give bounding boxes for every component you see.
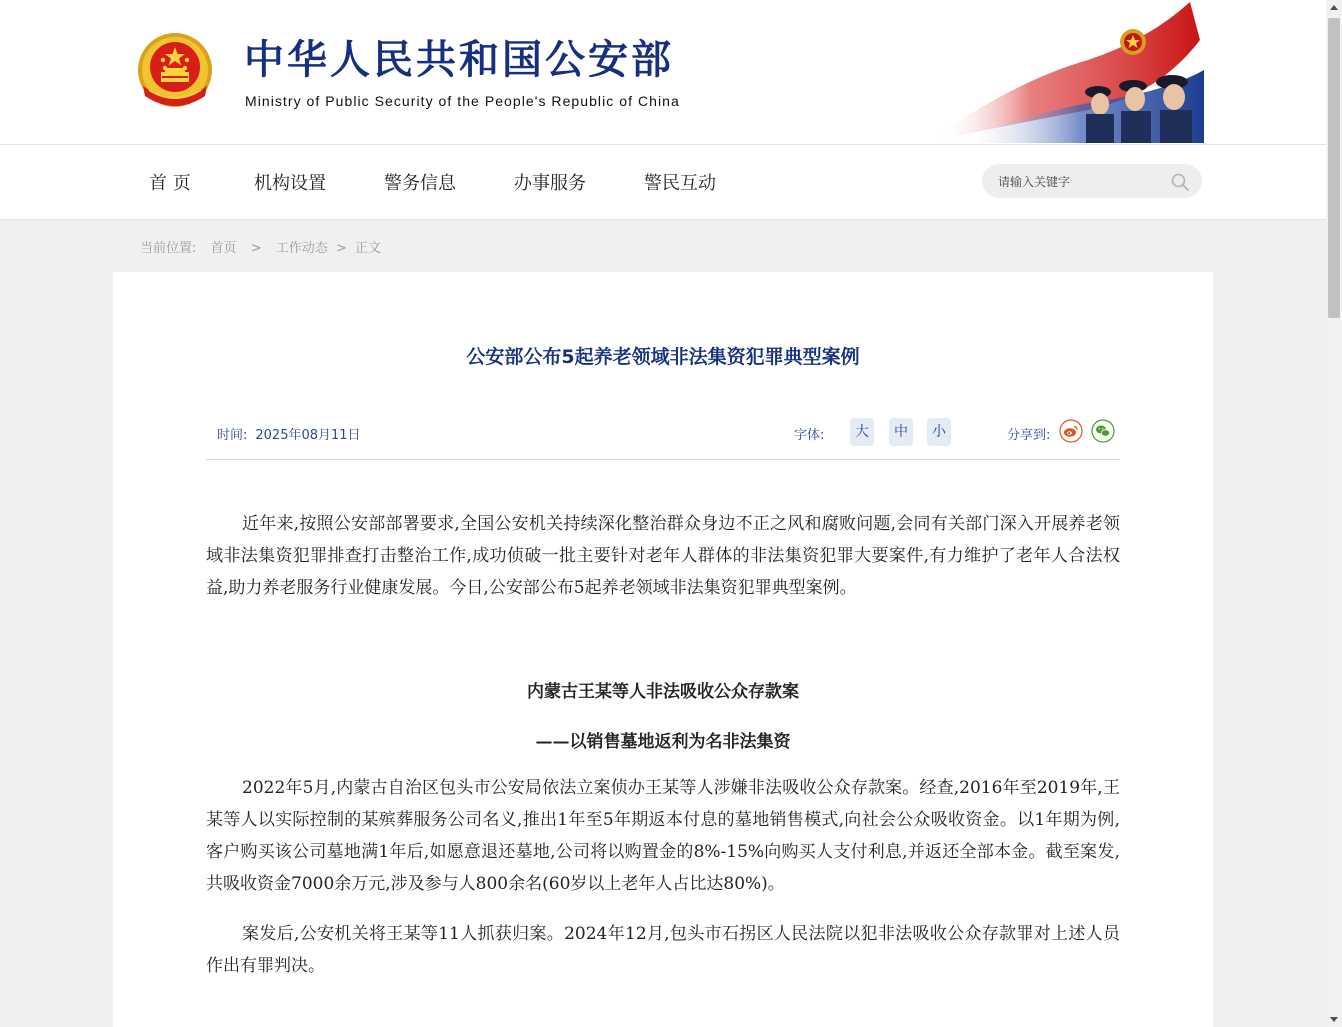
search-icon[interactable] [1170,172,1190,192]
article-paragraph-case1-detail: 2022年5月,内蒙古自治区包头市公安局依法立案侦办王某等人涉嫌非法吸收公众存款案。经查,2016年至2019年,王某等人以实际控制的某殡葬服务公司名义,推出1年至5年期返本付息的墓地销售模式,向社会公众吸收资金。以1年期为例,客户购买该公司墓地满1年后,如愿意退还墓地,公司将以购置金的8%-15%向购买人支付利息,并返还全部本金。截至案发,共吸收资金7000余万元,涉及参与人800余名(60岁以上老年人占比达80%)。 [206,778,1120,894]
scroll-up-arrow-icon[interactable] [1329,3,1339,13]
breadcrumb-separator: > [335,241,347,256]
nav-item-interaction[interactable]: 警民互动 [644,173,716,194]
national-emblem-icon[interactable] [135,30,215,116]
font-medium-button[interactable]: 中 [889,418,913,446]
site-title: 中华人民共和国公安部 [244,37,674,83]
wechat-icon[interactable] [1091,419,1115,443]
font-small-button[interactable]: 小 [927,418,951,446]
case1-heading: 内蒙古王某等人非法吸收公众存款案 [527,682,799,702]
breadcrumb-work-news-link[interactable]: 工作动态 [275,241,328,256]
nav-item-police-info[interactable]: 警务信息 [384,173,456,194]
article-meta [206,417,1120,460]
main-nav [0,145,1326,220]
time-label: 时间: [217,428,248,443]
nav-item-home[interactable]: 首 页 [149,173,191,194]
publish-time [217,424,361,443]
article-paragraph-intro: 近年来,按照公安部部署要求,全国公安机关持续深化整治群众身边不正之风和腐败问题,会同有关部门深入开展养老领域非法集资犯罪排查打击整治工作,成功侦破一批主要针对老年人群体的非法集资犯罪大要案件,有力维护了老年人合法权益,助力养老服务行业健康发展。今日,公安部公布5起养老领域非法集资犯罪典型案例。 [206,514,1120,598]
site-subtitle: Ministry of Public Security of the People's Republic of China [245,93,680,109]
article-paragraph-case1-outcome: 案发后,公安机关将王某等11人抓获归案。2024年12月,包头市石拐区人民法院以犯非法吸收公众存款罪对上述人员作出有罪判决。 [206,924,1120,976]
font-large-button[interactable]: 大 [850,418,874,446]
search-box [982,164,1202,198]
breadcrumb [140,237,387,256]
site-header [0,0,1326,145]
breadcrumb-home-link[interactable]: 首页 [210,241,237,256]
case1-subheading: ——以销售墓地返利为名非法集资 [535,732,791,752]
share-label: 分享到: [1007,428,1051,443]
scroll-down-arrow-icon[interactable] [1329,1014,1339,1024]
article-container [113,272,1213,1027]
breadcrumb-separator: > [250,241,262,256]
breadcrumb-current: 正文 [354,241,381,256]
weibo-icon[interactable] [1059,419,1083,443]
article-title: 公安部公布5起养老领域非法集资犯罪典型案例 [466,346,860,368]
font-size-label: 字体: [794,428,825,443]
police-banner-image [938,0,1204,143]
publish-date: 2025年08月11日 [255,428,361,443]
breadcrumb-prefix: 当前位置: [140,241,197,256]
nav-item-organization[interactable]: 机构设置 [254,173,326,194]
search-input[interactable] [996,164,1170,200]
nav-item-services[interactable]: 办事服务 [514,173,586,194]
scrollbar-thumb[interactable] [1328,18,1340,318]
